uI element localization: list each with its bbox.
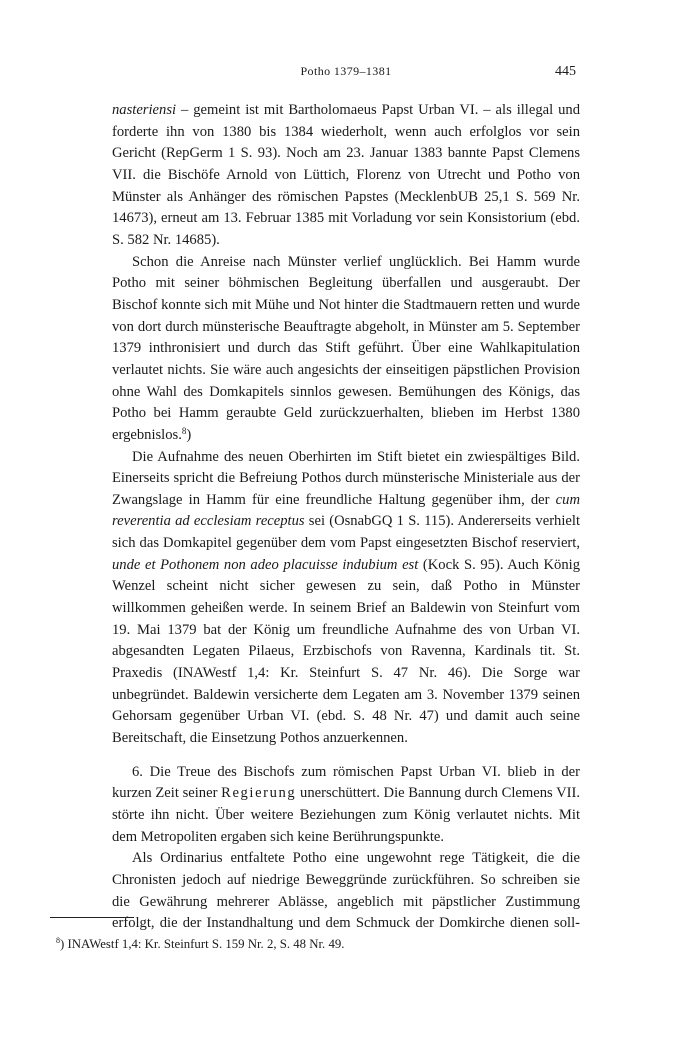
running-header bbox=[112, 64, 580, 86]
footnote-mark bbox=[56, 937, 64, 951]
paragraph-2 bbox=[112, 252, 580, 447]
footnote-reference-paren: ) bbox=[186, 426, 192, 443]
footnote-reference[interactable]: 8 bbox=[181, 425, 187, 436]
paragraph-3-text-b: sei (OsnabGQ 1 S. 115). Andererseits verhielt sich das Domkapitel gegenüber dem vom Papst eingesetzten Bischof reserviert, bbox=[112, 513, 580, 552]
paragraph-4 bbox=[112, 762, 580, 849]
spaced-word: Regierung bbox=[221, 785, 297, 802]
footnote-number: 8 bbox=[56, 936, 60, 945]
paragraph-4-text-b: unerschüttert. Die Bannung durch Clemens VII. störte ihn nicht. Über weitere Beziehungen zum König verlautet nichts. Mit dem Metropoliten ergaben sich keine Berührungspunkte. bbox=[112, 785, 580, 845]
latin-quote-1: cum reverentia ad ecclesiam receptus bbox=[112, 491, 580, 530]
footnote-mark-paren: ) bbox=[60, 937, 65, 951]
italic-term: nasteriensi bbox=[112, 102, 177, 118]
paragraph-5-text: Als Ordinarius entfaltete Potho eine ungewohnt rege Tätigkeit, die die Chronisten jedoch auf niedrige Beweggründe zurückführen. So schreiben sie die Gewährung mehrerer Ablässe, angeblich mit päpstlicher Zustimmung erfolgt, die der Instandhaltung und dem Schmuck der Domkirche dienen soll- bbox=[112, 850, 580, 932]
footnote-separator bbox=[50, 917, 134, 918]
running-title: Potho 1379–1381 bbox=[300, 64, 392, 78]
paragraph-3 bbox=[112, 447, 580, 750]
page-number: 445 bbox=[555, 64, 576, 79]
main-text bbox=[112, 100, 580, 935]
paragraph-2-text: Schon die Anreise nach Münster verlief unglücklich. Bei Hamm wurde Potho mit seiner böhmischen Begleitung überfallen und ausgeraubt. Der Bischof konnte sich mit Mühe und Not hinter die Stadtmauern retten und wurde von dort durch münsterische Beauftragte abgeholt, in Münster am 5. September 1379 inthronisiert und durch das Stift geführt. Über eine Wahlkapitulation verlautet nichts. Sie wäre auch angesichts der einseitigen päpstlichen Provision ohne Wahl des Domkapitels sinnlos gewesen. Bemühungen des Königs, das Potho bei Hamm geraubte Geld zurückzuerhalten, blieben im Herbst 1380 ergebnislos. bbox=[112, 253, 580, 443]
paragraph-3-text-a: Die Aufnahme des neuen Oberhirten im Stift bietet ein zwiespältiges Bild. Einerseits spricht die Befreiung Pothos durch münsterische Ministeriale aus der Zwangslage in Hamm für eine freundliche Haltung gegenüber ihm, der bbox=[112, 448, 580, 508]
latin-quote-2: unde et Pothonem non adeo placuisse indubium est bbox=[112, 556, 419, 573]
paragraph-3-text-c: (Kock S. 95). Auch König Wenzel scheint nicht sicher gewesen zu sein, daß Potho in Münster willkommen geheißen werde. In seinem Brief an Baldewin von Steinfurt vom 19. Mai 1379 bat der König um freundliche Aufnahme des von Urban VI. abgesandten Legaten Pilaeus, Erzbischofs von Ravenna, Kardinals tit. St. Praxedis (INAWestf 1,4: Kr. Steinfurt S. 47 Nr. 46). Die Sorge war unbegründet. Baldewin versicherte dem Legaten am 3. November 1379 seinen Gehorsam gegenüber Urban VI. (ebd. S. 48 Nr. 47) und damit auch seine Bereitschaft, die Einsetzung Pothos anzuerkennen. bbox=[112, 556, 580, 747]
paragraph-1 bbox=[112, 100, 580, 252]
paragraph-4-text-a: 6. Die Treue des Bischofs zum römischen Papst Urban VI. blieb in der kurzen Zeit seiner bbox=[112, 763, 580, 802]
footnote-text: INAWestf 1,4: Kr. Steinfurt S. 159 Nr. 2, S. 48 Nr. 49. bbox=[67, 937, 345, 951]
paragraph-1-text: – gemeint ist mit Bartholomaeus Papst Urban VI. – als illegal und forderte ihn von 1380 bis 1384 wiederholt, wenn auch erfolglos vor sein Gericht (RepGerm 1 S. 93). Noch am 23. Januar 1383 bannte Papst Clemens VII. die Bischöfe Arnold von Lüttich, Florenz von Utrecht und Potho von Münster als Anhänger des römischen Papstes (MecklenbUB 25,1 S. 569 Nr. 14673), erneut am 13. Februar 1385 mit Vorladung vor sein Konsistorium (ebd. S. 582 Nr. 14685). bbox=[112, 102, 580, 248]
paragraph-5 bbox=[112, 848, 580, 935]
footnote-8 bbox=[56, 935, 576, 953]
